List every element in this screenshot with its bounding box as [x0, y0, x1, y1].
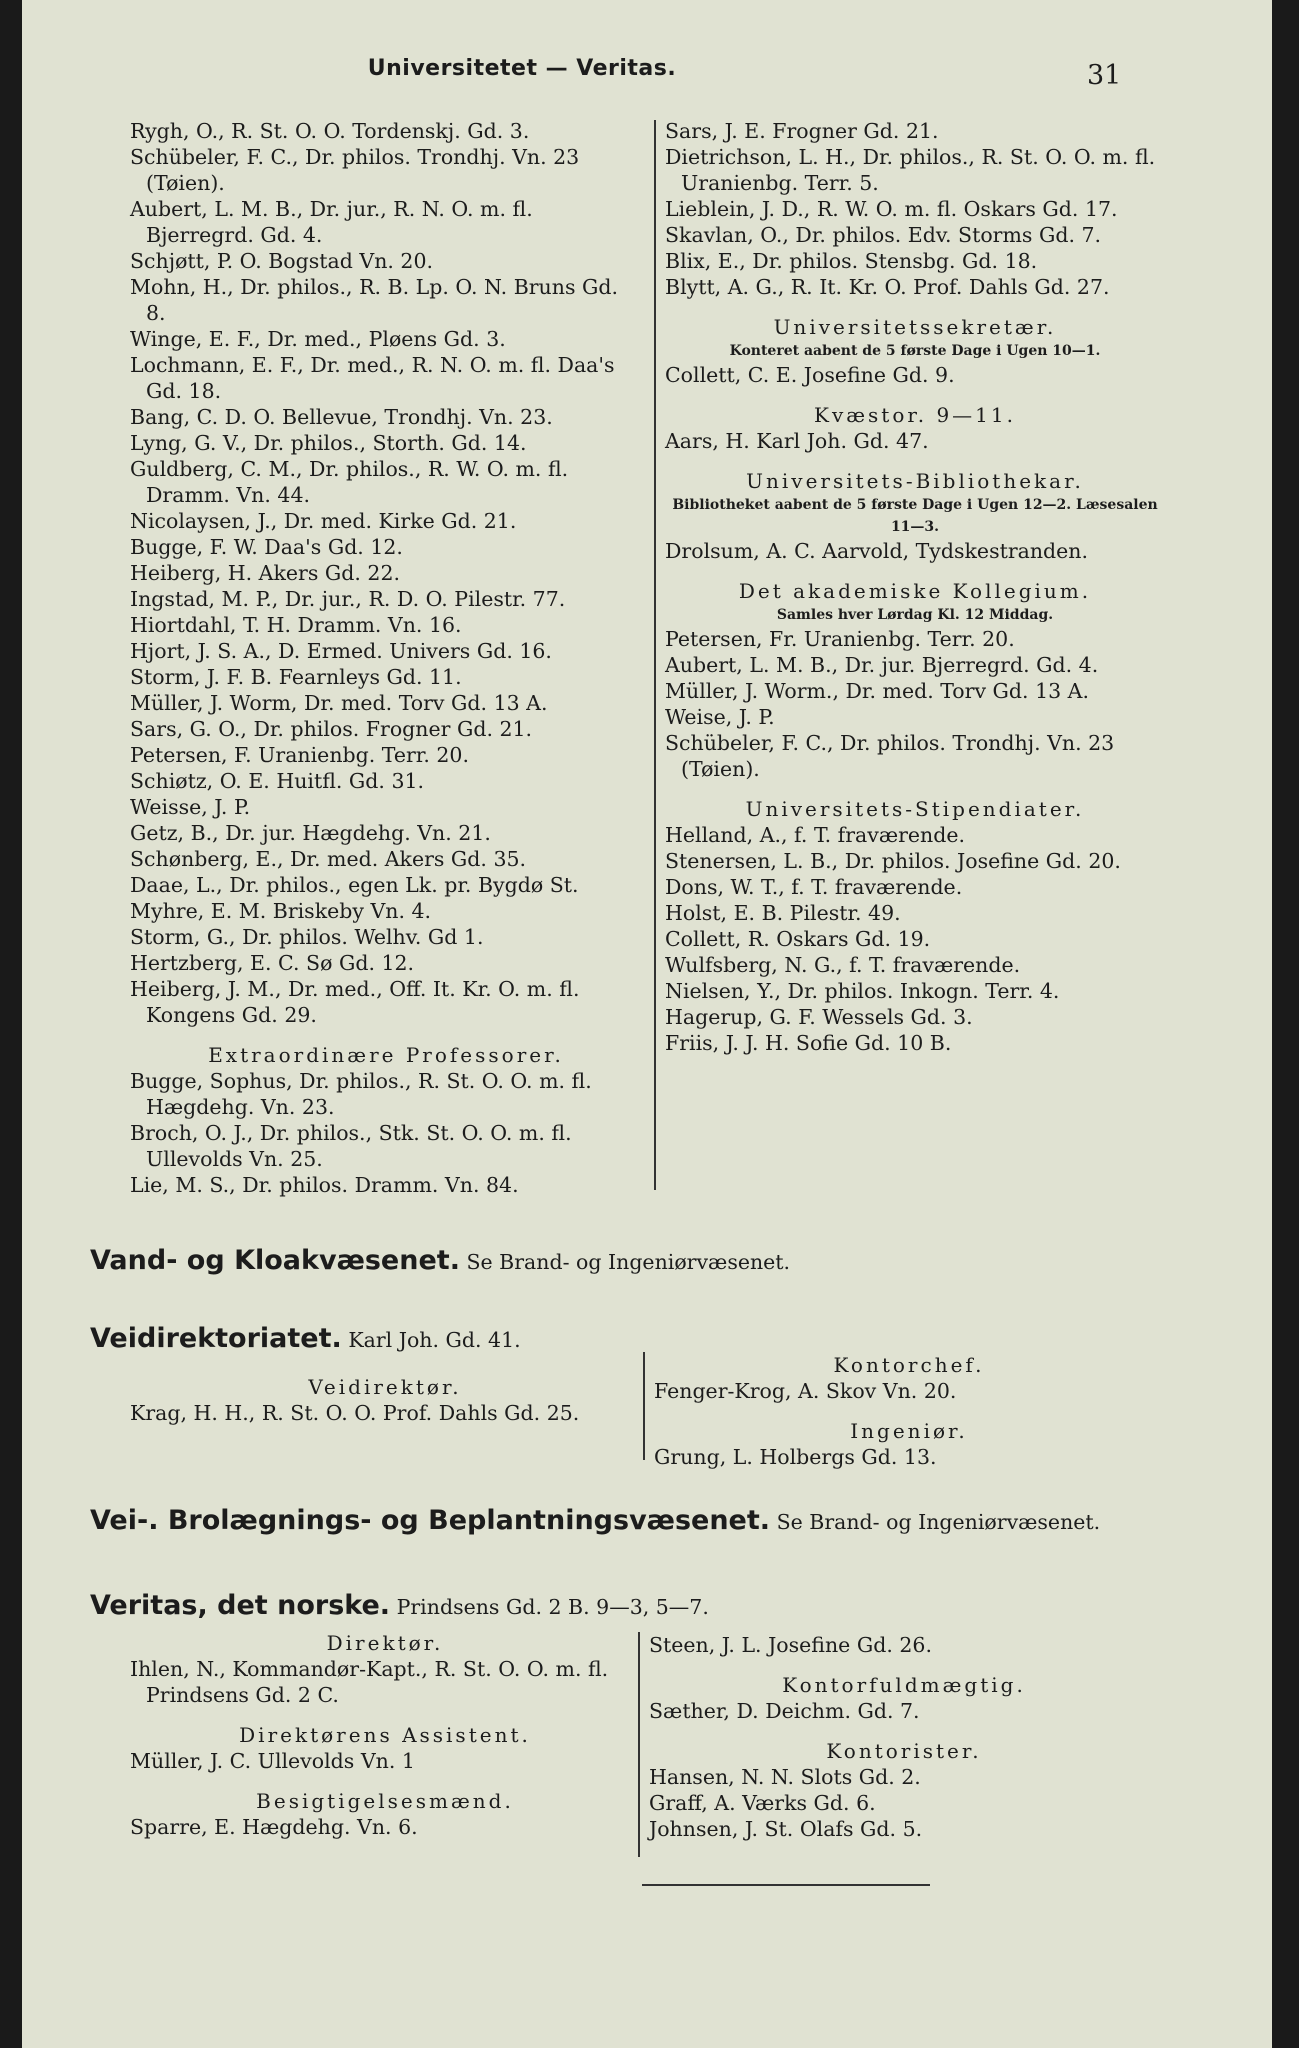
- left-column: [130, 118, 642, 1198]
- entry: Johnsen, J. St. Olafs Gd. 5.: [649, 1817, 923, 1841]
- entry: Stenersen, L. B., Dr. philos. Josefine Gd. 20.: [665, 849, 1121, 873]
- entry: Heiberg, J. M., Dr. med., Off. It. Kr. O. m. fl. Kongens Gd. 29.: [130, 977, 580, 1027]
- entry: Schjøtt, P. O. Bogstad Vn. 20.: [130, 249, 434, 273]
- subheading: Kvæstor. 9—11.: [814, 403, 1016, 427]
- section-vei: [90, 1505, 1100, 1536]
- section-text: Karl Joh. Gd. 41.: [348, 1328, 521, 1352]
- veidir-right-column: [654, 1352, 1164, 1470]
- entry: Aars, H. Karl Joh. Gd. 47.: [665, 429, 929, 453]
- entry: Aubert, L. M. B., Dr. jur. Bjerregrd. Gd. 4.: [665, 653, 1099, 677]
- veritas-right-column: [649, 1632, 1159, 1842]
- entry: Friis, J. J. H. Sofie Gd. 10 B.: [665, 1031, 952, 1055]
- entry: Collett, C. E. Josefine Gd. 9.: [665, 363, 955, 387]
- subheading: Direktør.: [326, 1631, 444, 1655]
- entry: Skavlan, O., Dr. philos. Edv. Storms Gd. 7.: [665, 223, 1102, 247]
- section-text: Se Brand- og Ingeniørvæsenet.: [776, 1510, 1101, 1534]
- subheading: Universitets-Stipendiater.: [745, 797, 1085, 821]
- entry: Drolsum, A. C. Aarvold, Tydskestranden.: [665, 539, 1089, 563]
- page-number: 31: [1087, 60, 1122, 91]
- note: Konteret aabent de 5 første Dage i Ugen 10—1.: [729, 343, 1101, 359]
- subheading: Direktørens Assistent.: [239, 1723, 531, 1747]
- subheading: Ingeniør.: [850, 1419, 968, 1443]
- entry: Steen, J. L. Josefine Gd. 26.: [649, 1633, 932, 1657]
- note: Samles hver Lørdag Kl. 12 Middag.: [776, 607, 1054, 623]
- section-veidirektoriatet: [90, 1323, 521, 1354]
- entry: Heiberg, H. Akers Gd. 22.: [130, 561, 401, 585]
- entry: Lie, M. S., Dr. philos. Dramm. Vn. 84.: [130, 1173, 519, 1197]
- entry: Hagerup, G. F. Wessels Gd. 3.: [665, 1005, 973, 1029]
- entry: Winge, E. F., Dr. med., Pløens Gd. 3.: [130, 327, 506, 351]
- subheading: Det akademiske Kollegium.: [738, 579, 1092, 603]
- section-veritas: [90, 1590, 709, 1621]
- entry: Schübeler, F. C., Dr. philos. Trondhj. Vn. 23 (Tøien).: [665, 731, 1115, 781]
- subheading: Kontorfuldmægtig.: [782, 1673, 1026, 1697]
- entry: Ingstad, M. P., Dr. jur., R. D. O. Pilestr. 77.: [130, 587, 566, 611]
- column-divider: [643, 1352, 645, 1460]
- entry: Krag, H. H., R. St. O. O. Prof. Dahls Gd. 25.: [130, 1401, 580, 1425]
- entry: Daae, L., Dr. philos., egen Lk. pr. Bygdø St.: [130, 873, 579, 897]
- veritas-left-column: [130, 1630, 640, 1840]
- entry: Blix, E., Dr. philos. Stensbg. Gd. 18.: [665, 249, 1038, 273]
- section-heading: Vand- og Kloakvæsenet.: [90, 1245, 460, 1276]
- entry: Storm, J. F. B. Fearnleys Gd. 11.: [130, 665, 462, 689]
- entry: Lyng, G. V., Dr. philos., Storth. Gd. 14.: [130, 431, 527, 455]
- entry: Nicolaysen, J., Dr. med. Kirke Gd. 21.: [130, 509, 517, 533]
- entry: Fenger-Krog, A. Skov Vn. 20.: [654, 1379, 957, 1403]
- right-column: [665, 118, 1165, 1056]
- entry: Ihlen, N., Kommandør-Kapt., R. St. O. O. m. fl. Prindsens Gd. 2 C.: [130, 1657, 609, 1707]
- entry: Lieblein, J. D., R. W. O. m. fl. Oskars Gd. 17.: [665, 197, 1118, 221]
- section-heading: Veritas, det norske.: [90, 1590, 391, 1621]
- subheading: Universitets-Bibliothekar.: [746, 469, 1084, 493]
- subheading: Universitetssekretær.: [773, 315, 1057, 339]
- entry: Getz, B., Dr. jur. Hægdehg. Vn. 21.: [130, 821, 491, 845]
- entry: Blytt, A. G., R. It. Kr. O. Prof. Dahls Gd. 27.: [665, 275, 1110, 299]
- entry: Dons, W. T., f. T. fraværende.: [665, 875, 963, 899]
- section-text: Se Brand- og Ingeniørvæsenet.: [466, 1250, 791, 1274]
- column-divider: [654, 120, 656, 1190]
- subheading: Kontorister.: [826, 1739, 982, 1763]
- entry: Guldberg, C. M., Dr. philos., R. W. O. m. fl. Dramm. Vn. 44.: [130, 457, 569, 507]
- subheading: Extraordinære Professorer.: [208, 1043, 564, 1067]
- page: [22, 0, 1272, 2048]
- entry: Sars, G. O., Dr. philos. Frogner Gd. 21.: [130, 717, 533, 741]
- entry: Schiøtz, O. E. Huitfl. Gd. 31.: [130, 769, 425, 793]
- entry: Dietrichson, L. H., Dr. philos., R. St. O. O. m. fl. Uranienbg. Terr. 5.: [665, 145, 1156, 195]
- closing-rule: [642, 1884, 930, 1886]
- entry: Rygh, O., R. St. O. O. Tordenskj. Gd. 3.: [130, 119, 530, 143]
- entry: Bugge, Sophus, Dr. philos., R. St. O. O. m. fl. Hægdehg. Vn. 23.: [130, 1069, 592, 1119]
- entry: Nielsen, Y., Dr. philos. Inkogn. Terr. 4.: [665, 979, 1060, 1003]
- entry: Hjort, J. S. A., D. Ermed. Univers Gd. 16.: [130, 639, 552, 663]
- entry: Weisse, J. P.: [130, 795, 251, 819]
- entry: Schübeler, F. C., Dr. philos. Trondhj. Vn. 23 (Tøien).: [130, 145, 580, 195]
- entry: Petersen, F. Uranienbg. Terr. 20.: [130, 743, 469, 767]
- entry: Wulfsberg, N. G., f. T. fraværende.: [665, 953, 1021, 977]
- entry: Schønberg, E., Dr. med. Akers Gd. 35.: [130, 847, 527, 871]
- entry: Sæther, D. Deichm. Gd. 7.: [649, 1699, 920, 1723]
- section-text: Prindsens Gd. 2 B. 9—3, 5—7.: [396, 1595, 709, 1619]
- entry: Broch, O. J., Dr. philos., Stk. St. O. O. m. fl. Ullevolds Vn. 25.: [130, 1121, 572, 1171]
- subheading: Besigtigelsesmænd.: [256, 1789, 514, 1813]
- entry: Grung, L. Holbergs Gd. 13.: [654, 1445, 937, 1469]
- entry: Weise, J. P.: [665, 705, 775, 729]
- veidir-left-column: [130, 1374, 640, 1426]
- entry: Hansen, N. N. Slots Gd. 2.: [649, 1765, 921, 1789]
- entry: Holst, E. B. Pilestr. 49.: [665, 901, 901, 925]
- entry: Müller, J. C. Ullevolds Vn. 1: [130, 1749, 415, 1773]
- note: Bibliotheket aabent de 5 første Dage i Ugen 12—2. Læsesalen 11—3.: [672, 497, 1158, 535]
- entry: Mohn, H., Dr. philos., R. B. Lp. O. N. Bruns Gd. 8.: [130, 275, 619, 325]
- entry: Müller, J. Worm, Dr. med. Torv Gd. 13 A.: [130, 691, 548, 715]
- entry: Lochmann, E. F., Dr. med., R. N. O. m. fl. Daa's Gd. 18.: [130, 353, 615, 403]
- section-vand: [90, 1245, 790, 1276]
- entry: Aubert, L. M. B., Dr. jur., R. N. O. m. fl. Bjerregrd. Gd. 4.: [130, 197, 533, 247]
- subheading: Kontorchef.: [833, 1353, 985, 1377]
- entry: Hiortdahl, T. H. Dramm. Vn. 16.: [130, 613, 462, 637]
- entry: Helland, A., f. T. fraværende.: [665, 823, 966, 847]
- subheading: Veidirektør.: [308, 1375, 462, 1399]
- entry: Collett, R. Oskars Gd. 19.: [665, 927, 931, 951]
- entry: Petersen, Fr. Uranienbg. Terr. 20.: [665, 627, 1015, 651]
- entry: Storm, G., Dr. philos. Welhv. Gd 1.: [130, 925, 484, 949]
- column-divider: [638, 1632, 640, 1857]
- section-heading: Veidirektoriatet.: [90, 1323, 342, 1354]
- entry: Bang, C. D. O. Bellevue, Trondhj. Vn. 23.: [130, 405, 553, 429]
- entry: Sparre, E. Hægdehg. Vn. 6.: [130, 1815, 418, 1839]
- section-heading: Vei-. Brolægnings- og Beplantningsvæsenet.: [90, 1505, 771, 1536]
- page-title: Universitetet — Veritas.: [367, 56, 677, 81]
- entry: Graff, A. Værks Gd. 6.: [649, 1791, 876, 1815]
- entry: Müller, J. Worm., Dr. med. Torv Gd. 13 A.: [665, 679, 1090, 703]
- entry: Hertzberg, E. C. Sø Gd. 12.: [130, 951, 415, 975]
- entry: Myhre, E. M. Briskeby Vn. 4.: [130, 899, 432, 923]
- entry: Bugge, F. W. Daa's Gd. 12.: [130, 535, 403, 559]
- entry: Sars, J. E. Frogner Gd. 21.: [665, 119, 939, 143]
